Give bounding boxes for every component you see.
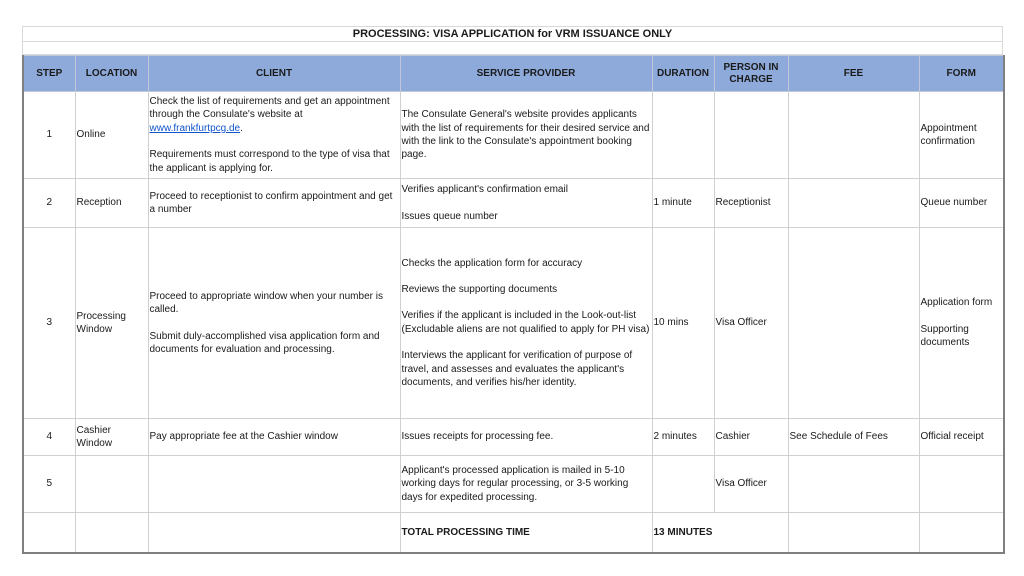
page-title: PROCESSING: VISA APPLICATION for VRM ISSUANCE ONLY bbox=[22, 26, 1003, 42]
form-text: Supporting documents bbox=[920, 323, 970, 349]
form-cell bbox=[919, 92, 1004, 179]
person-cell: Visa Officer bbox=[714, 228, 788, 419]
form-cell bbox=[919, 456, 1004, 513]
provider-cell bbox=[400, 179, 652, 228]
table-row bbox=[23, 228, 1004, 419]
duration-cell: 2 minutes bbox=[652, 419, 714, 456]
client-text: Proceed to appropriate window when your number is called. bbox=[149, 290, 383, 316]
form-cell bbox=[919, 228, 1004, 419]
provider-text: Checks the application form for accuracy bbox=[401, 257, 583, 269]
provider-text: Issues receipts for processing fee. bbox=[401, 431, 554, 443]
provider-cell bbox=[400, 92, 652, 179]
provider-cell bbox=[400, 456, 652, 513]
person-cell bbox=[714, 92, 788, 179]
empty-cell bbox=[23, 513, 75, 553]
client-cell bbox=[148, 228, 400, 419]
col-header-person-in-charge: PERSON IN CHARGE bbox=[714, 56, 788, 92]
fee-cell: See Schedule of Fees bbox=[788, 419, 919, 456]
empty-cell bbox=[919, 513, 1004, 553]
duration-cell: 1 minute bbox=[652, 179, 714, 228]
form-cell bbox=[919, 419, 1004, 456]
client-text: Requirements must correspond to the type of visa that the applicant is applying for. bbox=[149, 149, 390, 174]
fee-cell bbox=[788, 228, 919, 419]
process-table bbox=[22, 55, 1005, 554]
empty-cell bbox=[788, 513, 919, 553]
client-cell bbox=[148, 92, 400, 179]
step-cell: 1 bbox=[23, 92, 75, 179]
person-cell: Receptionist bbox=[714, 179, 788, 228]
duration-cell bbox=[652, 456, 714, 513]
client-cell bbox=[148, 456, 400, 513]
location-cell: Online bbox=[75, 92, 148, 179]
col-header-duration: DURATION bbox=[652, 56, 714, 92]
form-text: Queue number bbox=[920, 197, 988, 209]
form-text: Application form bbox=[920, 297, 993, 309]
client-text-part: . bbox=[240, 122, 243, 134]
step-cell: 3 bbox=[23, 228, 75, 419]
duration-cell: 10 mins bbox=[652, 228, 714, 419]
col-header-form: FORM bbox=[919, 56, 1004, 92]
client-text: Pay appropriate fee at the Cashier window bbox=[149, 431, 338, 443]
client-text bbox=[150, 95, 399, 135]
location-cell: Reception bbox=[75, 179, 148, 228]
col-header-fee: FEE bbox=[788, 56, 919, 92]
form-text: Appointment confirmation bbox=[920, 122, 977, 147]
table-row bbox=[23, 419, 1004, 456]
table-row bbox=[23, 456, 1004, 513]
provider-cell bbox=[400, 419, 652, 456]
provider-text: Reviews the supporting documents bbox=[401, 283, 558, 295]
header-row bbox=[23, 56, 1004, 92]
person-cell: Cashier bbox=[714, 419, 788, 456]
table-row bbox=[23, 92, 1004, 179]
client-text: Proceed to receptionist to confirm appointment and get a number bbox=[149, 190, 393, 215]
provider-text: Verifies applicant's confirmation email bbox=[401, 184, 568, 196]
col-header-client: CLIENT bbox=[148, 56, 400, 92]
empty-cell bbox=[75, 513, 148, 553]
provider-cell bbox=[400, 228, 652, 419]
fee-cell bbox=[788, 179, 919, 228]
step-cell: 5 bbox=[23, 456, 75, 513]
client-text: Submit duly-accomplished visa application form and documents for evaluation and processing. bbox=[149, 330, 380, 355]
form-text: Official receipt bbox=[920, 431, 984, 443]
location-cell: Processing Window bbox=[75, 228, 148, 419]
client-cell bbox=[148, 419, 400, 456]
spacer-row bbox=[22, 42, 1003, 55]
location-cell: Cashier Window bbox=[75, 419, 148, 456]
duration-cell bbox=[652, 92, 714, 179]
provider-text: Verifies if the applicant is included in the Look-out-list (Excludable aliens are not qualified to apply for PH visa) bbox=[401, 310, 650, 335]
provider-text: Interviews the applicant for verification of purpose of travel, and assesses and evaluates the applicant's documents, and verifies his/her identity. bbox=[401, 350, 633, 389]
provider-text: Issues queue number bbox=[401, 210, 498, 222]
location-cell bbox=[75, 456, 148, 513]
total-row bbox=[23, 513, 1004, 553]
client-text-part: Check the list of requirements and get an appointment through the Consulate's website at bbox=[149, 95, 390, 121]
total-label: TOTAL PROCESSING TIME bbox=[400, 513, 652, 553]
client-cell bbox=[148, 179, 400, 228]
consulate-website-link[interactable]: www.frankfurtpcg.de bbox=[149, 122, 241, 134]
empty-cell bbox=[148, 513, 400, 553]
col-header-step: STEP bbox=[23, 56, 75, 92]
provider-text: The Consulate General's website provides applicants with the list of requirements for their desired service and with the link to the Consulate's appointment booking page. bbox=[401, 109, 650, 161]
total-value: 13 MINUTES bbox=[652, 513, 788, 553]
person-cell: Visa Officer bbox=[714, 456, 788, 513]
col-header-service-provider: SERVICE PROVIDER bbox=[400, 56, 652, 92]
fee-cell bbox=[788, 456, 919, 513]
step-cell: 4 bbox=[23, 419, 75, 456]
table-row bbox=[23, 179, 1004, 228]
provider-text: Applicant's processed application is mailed in 5-10 working days for regular processing, or 3-5 working days for expedited processing. bbox=[401, 464, 629, 503]
step-cell: 2 bbox=[23, 179, 75, 228]
form-cell bbox=[919, 179, 1004, 228]
col-header-location: LOCATION bbox=[75, 56, 148, 92]
fee-cell bbox=[788, 92, 919, 179]
